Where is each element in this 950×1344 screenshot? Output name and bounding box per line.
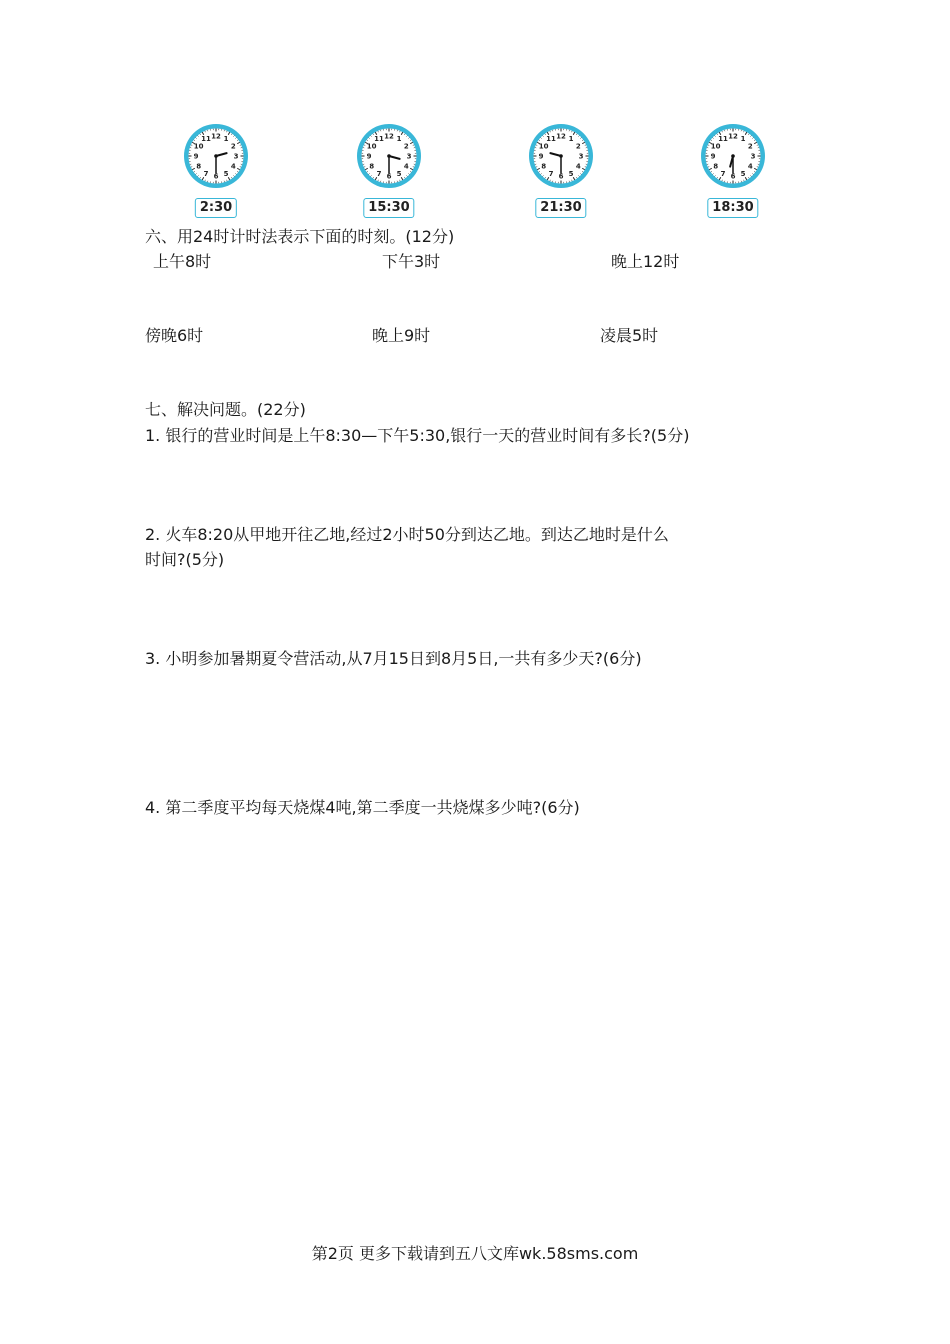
clock-face-icon [699, 122, 767, 190]
clock-face-icon [182, 122, 250, 190]
clock-time-label: 18:30 [707, 198, 758, 218]
clock-numeral: 3 [750, 152, 756, 161]
clock-numeral: 11 [201, 135, 211, 144]
clock-numeral: 10 [538, 142, 549, 151]
section7-title: 七、解决问题。(22分) [145, 400, 306, 419]
clock-numeral: 2 [747, 142, 753, 151]
clock-numeral: 2 [403, 142, 409, 151]
clock-face-icon [527, 122, 595, 190]
section6-item: 晚上9时 [372, 326, 431, 345]
clock-numeral: 6 [558, 172, 564, 181]
question-3: 3. 小明参加暑期夏令营活动,从7月15日到8月5日,一共有多少天?(6分) [145, 649, 642, 668]
clock-numeral: 1 [568, 135, 574, 144]
clock-numeral: 5 [396, 169, 402, 178]
clock-numeral: 1 [396, 135, 402, 144]
clock-numeral: 9 [538, 152, 544, 161]
clock-1 [182, 122, 250, 222]
clock-numeral: 6 [386, 172, 392, 181]
clock-time-label: 15:30 [363, 198, 414, 218]
clock-numeral: 2 [230, 142, 236, 151]
section6-item: 上午8时 [153, 252, 212, 271]
clock-numeral: 5 [223, 169, 229, 178]
question-4: 4. 第二季度平均每天烧煤4吨,第二季度一共烧煤多少吨?(6分) [145, 798, 580, 817]
clock-numeral: 7 [203, 169, 209, 178]
clock-numeral: 8 [369, 162, 375, 171]
question-2: 2. 火车8:20从甲地开往乙地,经过2小时50分到达乙地。到达乙地时是什么 [145, 525, 669, 544]
clock-numeral: 11 [718, 135, 728, 144]
section6-item: 傍晚6时 [145, 326, 204, 345]
clock-time-label: 2:30 [195, 198, 237, 218]
clock-numeral: 1 [223, 135, 229, 144]
clock-numeral: 12 [556, 132, 566, 141]
clock-numeral: 10 [193, 142, 204, 151]
clock-numeral: 3 [578, 152, 584, 161]
clock-numeral: 5 [740, 169, 746, 178]
clock-4 [699, 122, 767, 222]
page-footer: 第2页 更多下载请到五八文库wk.58sms.com [311, 1244, 639, 1263]
clock-numeral: 7 [720, 169, 726, 178]
clock-numeral: 11 [374, 135, 384, 144]
clock-numeral: 6 [213, 172, 219, 181]
clock-3 [527, 122, 595, 222]
clock-numeral: 9 [710, 152, 716, 161]
clock-numeral: 9 [193, 152, 199, 161]
clock-numeral: 4 [230, 162, 236, 171]
clock-numeral: 3 [406, 152, 412, 161]
section6-item: 晚上12时 [611, 252, 680, 271]
clock-numeral: 10 [366, 142, 377, 151]
clock-numeral: 6 [730, 172, 736, 181]
clock-numeral: 9 [366, 152, 372, 161]
clock-numeral: 8 [713, 162, 719, 171]
clock-numeral: 12 [728, 132, 738, 141]
clock-numeral: 4 [747, 162, 753, 171]
clock-numeral: 7 [376, 169, 382, 178]
section6-item: 凌晨5时 [600, 326, 659, 345]
section6-item: 下午3时 [382, 252, 441, 271]
clock-2 [355, 122, 423, 222]
clock-face-icon [355, 122, 423, 190]
clock-numeral: 8 [196, 162, 202, 171]
clock-numeral: 2 [575, 142, 581, 151]
clock-numeral: 4 [575, 162, 581, 171]
clock-numeral: 11 [546, 135, 556, 144]
clock-numeral: 12 [384, 132, 394, 141]
clock-numeral: 1 [740, 135, 746, 144]
clock-numeral: 3 [233, 152, 239, 161]
clock-numeral: 10 [710, 142, 721, 151]
clock-numeral: 7 [548, 169, 554, 178]
clock-numeral: 4 [403, 162, 409, 171]
clock-numeral: 12 [211, 132, 221, 141]
question-2-continued: 时间?(5分) [145, 550, 225, 569]
clock-time-label: 21:30 [535, 198, 586, 218]
question-1: 1. 银行的营业时间是上午8:30—下午5:30,银行一天的营业时间有多长?(5分) [145, 426, 690, 445]
clock-numeral: 8 [541, 162, 547, 171]
section6-title: 六、用24时计时法表示下面的时刻。(12分) [145, 227, 455, 246]
clock-numeral: 5 [568, 169, 574, 178]
